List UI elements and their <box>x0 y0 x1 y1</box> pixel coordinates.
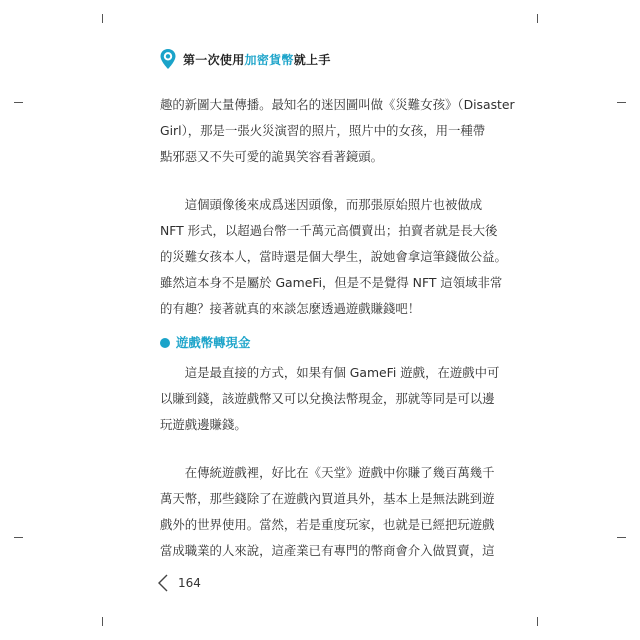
text-line: 在傳統遊戲裡，好比在《天堂》遊戲中你賺了幾百萬幾千 <box>160 465 495 480</box>
text-line: 萬天幣，那些錢除了在遊戲內買道具外，基本上是無法跳到遊 <box>160 491 495 506</box>
text-line: 玩遊戲邊賺錢。 <box>160 417 247 432</box>
crop-mark <box>537 14 538 23</box>
paragraph <box>160 192 505 322</box>
crop-mark <box>14 102 23 103</box>
chapter-title-part: 就上手 <box>293 52 331 67</box>
section-heading <box>160 330 505 356</box>
text-line: Girl），那是一張火災演習的照片，照片中的女孩，用一種帶 <box>160 123 486 138</box>
text-line: 戲外的世界使用。當然，若是重度玩家，也就是已經把玩遊戲 <box>160 517 495 532</box>
bullet-dot-icon <box>160 338 170 348</box>
crop-mark <box>102 617 103 626</box>
chevron-left-icon <box>157 574 169 592</box>
crop-mark <box>617 102 626 103</box>
text-line: 這個頭像後來成爲迷因頭像，而那張原始照片也被做成 <box>160 197 483 212</box>
section-heading-text: 遊戲幣轉現金 <box>176 335 251 350</box>
text-line: 的有趣？接著就真的來談怎麼透過遊戲賺錢吧！ <box>160 301 421 316</box>
text-line: 的災難女孩本人，當時還是個大學生，說她會拿這筆錢做公益。 <box>160 249 507 264</box>
chapter-title-highlight: 加密貨幣 <box>244 52 294 67</box>
page-footer <box>157 574 201 592</box>
crop-mark <box>14 537 23 538</box>
chapter-title <box>183 51 331 68</box>
crop-mark <box>102 14 103 23</box>
paragraph <box>160 460 505 564</box>
text-line: 當成職業的人來說，這產業已有專門的幣商會介入做買賣，這 <box>160 543 495 558</box>
page-body <box>160 92 515 564</box>
running-header <box>159 48 331 70</box>
chapter-title-part: 第一次使用 <box>183 52 245 67</box>
page-number: 164 <box>178 576 201 590</box>
paragraph <box>160 92 515 170</box>
text-line: 雖然這本身不是屬於 GameFi，但是不是覺得 NFT 這領域非常 <box>160 275 503 290</box>
text-line: NFT 形式，以超過台幣一千萬元高價賣出；拍賣者就是長大後 <box>160 223 498 238</box>
text-line: 這是最直接的方式，如果有個 GameFi 遊戲，在遊戲中可 <box>160 365 500 380</box>
text-line: 趣的新圖大量傳播。最知名的迷因圖叫做《災難女孩》（Disaster <box>160 97 515 112</box>
crop-mark <box>617 537 626 538</box>
paragraph <box>160 360 505 438</box>
location-pin-icon <box>159 48 177 70</box>
text-line: 以賺到錢，該遊戲幣又可以兌換法幣現金，那就等同是可以邊 <box>160 391 495 406</box>
crop-mark <box>537 617 538 626</box>
text-line: 點邪惡又不失可愛的詭異笑容看著鏡頭。 <box>160 149 384 164</box>
